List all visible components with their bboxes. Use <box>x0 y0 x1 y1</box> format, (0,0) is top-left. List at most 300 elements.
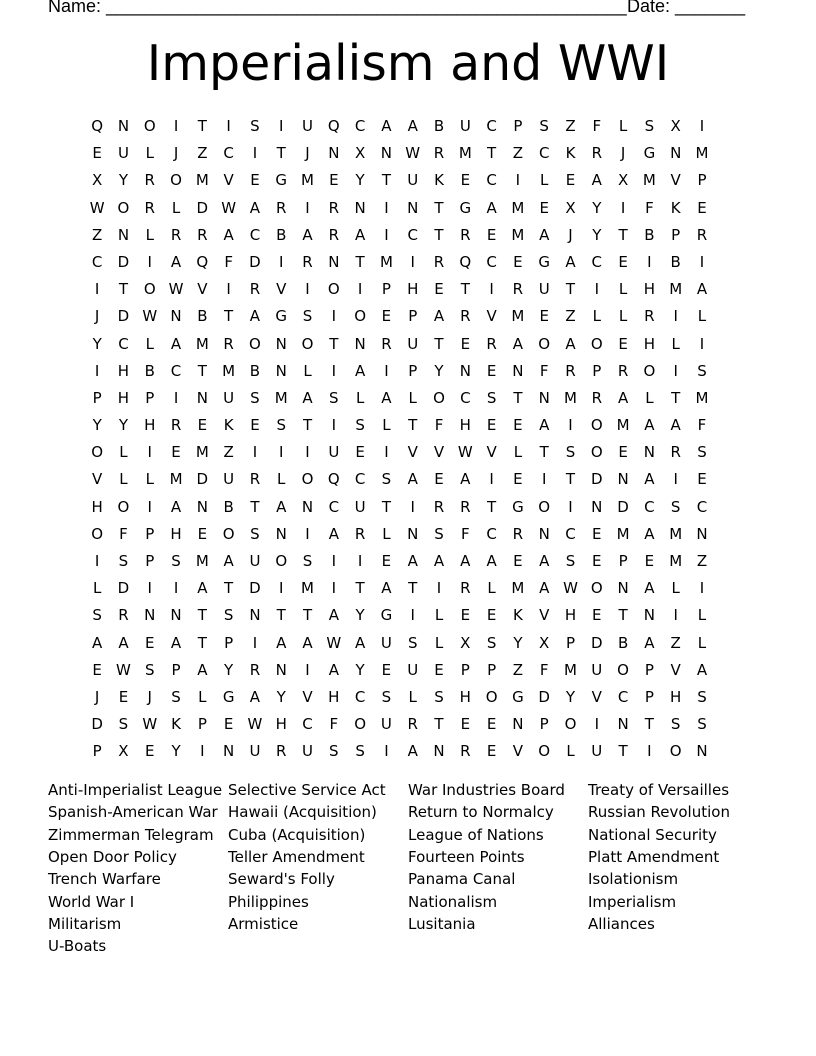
grid-letter: H <box>275 715 287 734</box>
grid-letter: O <box>91 524 104 543</box>
grid-letter: I <box>699 117 705 135</box>
grid-letter: C <box>460 388 471 407</box>
grid-letter: I <box>384 443 389 462</box>
grid-letter: E <box>486 225 497 244</box>
grid-letter: Y <box>118 416 129 435</box>
grid-letter: N <box>591 497 603 516</box>
grid-letter: O <box>617 660 629 679</box>
grid-letter: I <box>384 225 389 244</box>
grid-letter: P <box>408 307 418 326</box>
grid-letter: O <box>485 687 498 706</box>
grid-letter: X <box>92 171 103 190</box>
grid-letter: Z <box>512 144 524 163</box>
grid-letter: S <box>697 715 707 734</box>
grid-letter: C <box>302 715 313 734</box>
grid-letter: X <box>670 117 681 135</box>
grid-letter: R <box>591 388 602 407</box>
grid-letter: C <box>354 117 366 135</box>
grid-letter: V <box>486 443 497 462</box>
grid-letter: C <box>486 252 497 271</box>
grid-letter: C <box>170 361 182 380</box>
grid-letter: A <box>565 252 576 271</box>
word-list-item: Trench Warfare <box>48 870 161 889</box>
grid-letter: L <box>303 361 312 380</box>
grid-letter: Y <box>355 660 365 679</box>
grid-letter: E <box>460 715 471 734</box>
grid-letter: G <box>459 198 472 217</box>
grid-letter: P <box>145 524 155 543</box>
grid-letter: Q <box>91 117 104 135</box>
grid-letter: N <box>117 117 130 135</box>
grid-letter: A <box>407 117 418 135</box>
grid-letter: L <box>198 687 207 706</box>
grid-letter: I <box>279 579 284 598</box>
grid-letter: H <box>459 416 471 435</box>
grid-letter: C <box>354 687 366 706</box>
grid-letter: Y <box>92 334 102 353</box>
grid-letter: I <box>568 416 573 435</box>
grid-letter: N <box>696 524 708 543</box>
grid-letter: X <box>354 144 366 163</box>
word-list-item: Philippines <box>228 892 309 911</box>
grid-letter: G <box>538 252 550 271</box>
grid-letter: A <box>696 280 708 299</box>
grid-letter: E <box>486 715 497 734</box>
grid-letter: K <box>512 606 523 625</box>
grid-letter: N <box>170 606 182 625</box>
grid-letter: W <box>89 198 105 217</box>
grid-letter: S <box>670 715 681 734</box>
grid-letter: S <box>250 524 260 543</box>
grid-letter: A <box>328 524 339 543</box>
grid-letter: B <box>223 497 234 516</box>
grid-letter: L <box>618 280 628 299</box>
grid-letter: V <box>197 280 208 299</box>
grid-letter: I <box>436 579 442 598</box>
grid-letter: I <box>331 579 337 598</box>
grid-letter: M <box>564 388 577 407</box>
grid-letter: I <box>568 497 573 516</box>
grid-letter: L <box>566 742 575 761</box>
word-list-item: League of Nations <box>408 825 544 844</box>
grid-letter: R <box>302 252 313 271</box>
grid-letter: I <box>279 117 284 135</box>
grid-letter: U <box>117 144 129 163</box>
grid-letter: G <box>222 687 235 706</box>
grid-letter: L <box>697 307 707 326</box>
grid-letter: M <box>195 334 209 353</box>
grid-letter: U <box>538 280 550 299</box>
grid-letter: U <box>223 388 235 407</box>
grid-letter: V <box>512 742 524 761</box>
grid-letter: R <box>644 307 655 326</box>
grid-letter: A <box>696 660 708 679</box>
grid-letter: H <box>117 361 130 380</box>
grid-letter: A <box>381 579 392 598</box>
grid-letter: I <box>252 443 258 462</box>
word-list-item: Selective Service Act <box>228 781 386 799</box>
grid-letter: Z <box>92 225 103 244</box>
grid-letter: P <box>671 225 681 244</box>
grid-letter: T <box>355 252 365 271</box>
grid-letter: R <box>565 361 576 380</box>
grid-letter: E <box>145 742 155 761</box>
word-list-item: Armistice <box>228 914 299 933</box>
grid-letter: S <box>302 307 313 326</box>
grid-letter: W <box>142 307 158 326</box>
grid-letter: M <box>695 144 709 163</box>
grid-letter: N <box>275 361 287 380</box>
grid-letter: B <box>276 225 287 244</box>
grid-letter: H <box>91 497 103 516</box>
grid-letter: L <box>355 388 365 407</box>
grid-letter: E <box>434 280 444 299</box>
grid-letter: V <box>539 606 550 625</box>
grid-letter: E <box>460 171 471 190</box>
grid-letter: I <box>331 552 337 570</box>
grid-letter: I <box>147 443 152 462</box>
word-list-item: Cuba (Acquisition) <box>228 825 366 844</box>
grid-letter: I <box>515 171 521 190</box>
grid-letter: U <box>407 660 419 679</box>
grid-letter: V <box>223 171 234 190</box>
grid-letter: P <box>408 361 418 380</box>
grid-letter: T <box>381 497 391 516</box>
grid-letter: S <box>276 416 286 435</box>
grid-letter: I <box>305 524 310 543</box>
grid-letter: M <box>301 171 314 190</box>
grid-letter: G <box>643 144 656 163</box>
grid-letter: E <box>92 660 102 679</box>
grid-letter: I <box>226 280 231 299</box>
grid-letter: M <box>195 171 209 190</box>
grid-letter: V <box>92 470 103 489</box>
grid-letter: F <box>592 117 602 135</box>
grid-letter: I <box>357 552 363 570</box>
grid-letter: T <box>513 388 523 407</box>
grid-letter: I <box>147 497 152 516</box>
grid-letter: I <box>305 443 310 462</box>
grid-letter: S <box>697 361 707 380</box>
grid-letter: K <box>670 198 681 217</box>
grid-letter: I <box>647 742 652 761</box>
grid-letter: H <box>170 524 182 543</box>
grid-letter: R <box>407 715 418 734</box>
grid-letter: A <box>249 307 261 326</box>
grid-letter: R <box>276 198 287 217</box>
grid-letter: X <box>460 633 471 652</box>
grid-letter: O <box>301 470 314 489</box>
grid-letter: C <box>565 524 576 543</box>
grid-letter: H <box>643 280 656 299</box>
grid-letter: E <box>618 443 628 462</box>
grid-letter: U <box>380 715 392 734</box>
grid-letter: E <box>513 552 523 570</box>
grid-letter: K <box>171 715 181 734</box>
grid-letter: P <box>644 687 654 706</box>
grid-letter: V <box>433 443 445 462</box>
grid-letter: A <box>354 361 366 380</box>
grid-letter: N <box>275 524 287 543</box>
grid-letter: I <box>173 388 179 407</box>
grid-letter: P <box>171 660 181 679</box>
grid-letter: L <box>434 606 444 625</box>
grid-letter: P <box>539 715 549 734</box>
grid-letter: B <box>249 361 261 380</box>
grid-letter: H <box>144 416 156 435</box>
grid-letter: E <box>486 361 497 380</box>
grid-letter: H <box>459 687 471 706</box>
grid-letter: I <box>410 606 415 625</box>
grid-letter: P <box>697 171 707 190</box>
grid-letter: U <box>407 171 419 190</box>
grid-letter: V <box>407 443 418 462</box>
grid-letter: E <box>223 715 234 734</box>
grid-letter: E <box>592 552 602 570</box>
grid-letter: I <box>173 117 179 135</box>
grid-letter: A <box>170 252 182 271</box>
grid-letter: V <box>486 307 497 326</box>
grid-letter: L <box>171 198 181 217</box>
grid-letter: E <box>355 443 365 462</box>
grid-letter: P <box>381 280 391 299</box>
grid-letter: A <box>302 633 313 652</box>
name-field-label: Name: ____________________________________________________ <box>48 0 627 16</box>
grid-letter: N <box>380 144 393 163</box>
word-list-item: Russian Revolution <box>588 803 730 822</box>
grid-letter: S <box>644 117 655 135</box>
grid-letter: A <box>644 470 655 489</box>
grid-letter: S <box>486 388 497 407</box>
grid-letter: A <box>565 334 576 353</box>
word-list-item: Panama Canal <box>408 870 516 889</box>
grid-letter: S <box>565 552 576 570</box>
grid-letter: C <box>91 252 103 271</box>
grid-letter: M <box>616 416 630 435</box>
grid-letter: F <box>645 198 654 217</box>
grid-letter: N <box>512 361 524 380</box>
grid-letter: L <box>119 470 128 489</box>
grid-letter: A <box>302 225 313 244</box>
grid-letter: C <box>591 252 603 271</box>
grid-letter: N <box>512 715 524 734</box>
grid-letter: C <box>486 524 497 543</box>
grid-letter: L <box>645 388 654 407</box>
grid-letter: O <box>590 579 603 598</box>
grid-letter: T <box>197 361 207 380</box>
grid-letter: L <box>382 524 391 543</box>
grid-letter: L <box>434 633 444 652</box>
grid-letter: I <box>489 280 494 299</box>
grid-letter: H <box>328 687 340 706</box>
grid-letter: P <box>145 388 155 407</box>
grid-letter: L <box>145 470 154 489</box>
grid-letter: E <box>381 307 392 326</box>
grid-letter: S <box>171 687 181 706</box>
grid-letter: A <box>644 579 655 598</box>
grid-letter: B <box>433 117 445 135</box>
grid-letter: R <box>670 443 681 462</box>
grid-letter: I <box>94 552 100 570</box>
grid-letter: T <box>565 280 576 299</box>
grid-letter: E <box>434 660 444 679</box>
grid-letter: O <box>564 715 577 734</box>
grid-letter: N <box>328 252 340 271</box>
grid-letter: A <box>486 198 497 217</box>
word-list-item: Return to Normalcy <box>408 803 554 822</box>
grid-letter: P <box>92 742 102 761</box>
grid-letter: N <box>670 144 682 163</box>
grid-letter: Y <box>276 687 286 706</box>
grid-letter: R <box>223 334 234 353</box>
grid-letter: L <box>382 416 391 435</box>
grid-letter: R <box>591 144 602 163</box>
grid-letter: E <box>697 470 707 489</box>
word-list-item: Seward's Folly <box>228 870 335 889</box>
grid-letter: A <box>460 470 471 489</box>
grid-letter: U <box>249 742 261 761</box>
grid-letter: D <box>117 307 130 326</box>
grid-letter: Y <box>118 171 129 190</box>
grid-letter: I <box>147 579 152 598</box>
grid-letter: A <box>354 225 366 244</box>
grid-letter: O <box>643 361 656 380</box>
grid-letter: A <box>486 552 497 570</box>
grid-letter: M <box>379 252 393 271</box>
grid-letter: M <box>169 470 183 489</box>
grid-letter: Y <box>224 660 234 679</box>
word-list-item: War Industries Board <box>408 781 565 799</box>
grid-letter: M <box>511 307 525 326</box>
grid-letter: R <box>249 470 261 489</box>
grid-letter: R <box>460 225 471 244</box>
grid-letter: I <box>94 361 100 380</box>
grid-letter: X <box>539 633 550 652</box>
grid-letter: S <box>434 524 444 543</box>
grid-letter: I <box>647 252 652 271</box>
grid-letter: Y <box>592 225 602 244</box>
grid-letter: U <box>249 552 261 570</box>
grid-letter: I <box>489 470 494 489</box>
grid-letter: Y <box>92 416 102 435</box>
grid-letter: A <box>670 416 681 435</box>
grid-letter: T <box>434 715 444 734</box>
grid-letter: A <box>170 334 182 353</box>
grid-letter: T <box>460 280 470 299</box>
word-list-item: Militarism <box>48 914 122 933</box>
grid-letter: I <box>384 361 389 380</box>
grid-letter: B <box>197 307 208 326</box>
grid-letter: D <box>249 252 261 271</box>
grid-letter: R <box>460 579 471 598</box>
grid-letter: S <box>223 606 234 625</box>
grid-letter: Z <box>223 443 234 462</box>
grid-letter: R <box>617 361 629 380</box>
grid-letter: R <box>170 225 182 244</box>
grid-letter: M <box>695 388 709 407</box>
grid-letter: E <box>381 552 392 570</box>
grid-letter: L <box>592 307 601 326</box>
grid-letter: R <box>460 497 471 516</box>
grid-letter: E <box>539 198 549 217</box>
grid-letter: P <box>487 660 497 679</box>
grid-letter: R <box>433 252 445 271</box>
grid-letter: T <box>224 579 234 598</box>
grid-letter: T <box>434 198 444 217</box>
grid-letter: R <box>249 660 261 679</box>
grid-letter: I <box>226 117 231 135</box>
word-list-item: Platt Amendment <box>588 847 720 866</box>
grid-letter: O <box>117 497 130 516</box>
grid-letter: E <box>592 524 602 543</box>
grid-letter: J <box>620 144 626 163</box>
grid-letter: R <box>512 524 524 543</box>
grid-letter: N <box>538 524 550 543</box>
grid-letter: E <box>539 307 549 326</box>
grid-letter: A <box>276 497 287 516</box>
grid-letter: A <box>328 606 339 625</box>
grid-letter: Z <box>197 144 208 163</box>
grid-letter: D <box>617 497 629 516</box>
grid-letter: R <box>354 524 366 543</box>
grid-letter: N <box>459 361 471 380</box>
grid-letter: U <box>223 470 235 489</box>
grid-letter: O <box>590 416 603 435</box>
grid-letter: O <box>91 443 104 462</box>
grid-letter: O <box>275 552 288 570</box>
grid-letter: F <box>539 660 549 679</box>
grid-letter: X <box>118 742 129 761</box>
grid-letter: O <box>538 742 551 761</box>
grid-letter: M <box>222 361 236 380</box>
grid-letter: Z <box>565 117 576 135</box>
grid-letter: C <box>644 497 655 516</box>
grid-letter: R <box>197 225 208 244</box>
grid-letter: R <box>460 742 471 761</box>
word-list-item: Open Door Policy <box>48 847 177 866</box>
grid-letter: S <box>329 742 339 761</box>
grid-letter: F <box>119 524 128 543</box>
grid-letter: T <box>224 307 234 326</box>
grid-letter: E <box>592 606 602 625</box>
grid-letter: S <box>486 633 497 652</box>
grid-letter: A <box>223 552 234 570</box>
word-list-item: National Security <box>588 825 717 844</box>
grid-letter: L <box>145 144 154 163</box>
grid-letter: O <box>301 334 314 353</box>
grid-letter: O <box>249 334 261 353</box>
grid-letter: E <box>460 334 471 353</box>
grid-letter: V <box>670 660 681 679</box>
grid-letter: I <box>541 470 547 489</box>
grid-letter: A <box>644 633 655 652</box>
grid-letter: H <box>564 606 577 625</box>
grid-letter: R <box>433 497 445 516</box>
grid-letter: I <box>173 579 179 598</box>
grid-letter: I <box>279 443 284 462</box>
grid-letter: L <box>618 307 628 326</box>
grid-letter: E <box>250 171 260 190</box>
grid-letter: D <box>591 633 603 652</box>
grid-letter: H <box>643 334 656 353</box>
grid-letter: L <box>487 579 496 598</box>
word-list-item: Teller Amendment <box>228 847 365 866</box>
grid-letter: M <box>616 524 630 543</box>
grid-letter: J <box>568 225 573 244</box>
grid-letter: B <box>644 225 655 244</box>
grid-letter: R <box>433 144 445 163</box>
grid-letter: A <box>644 524 655 543</box>
